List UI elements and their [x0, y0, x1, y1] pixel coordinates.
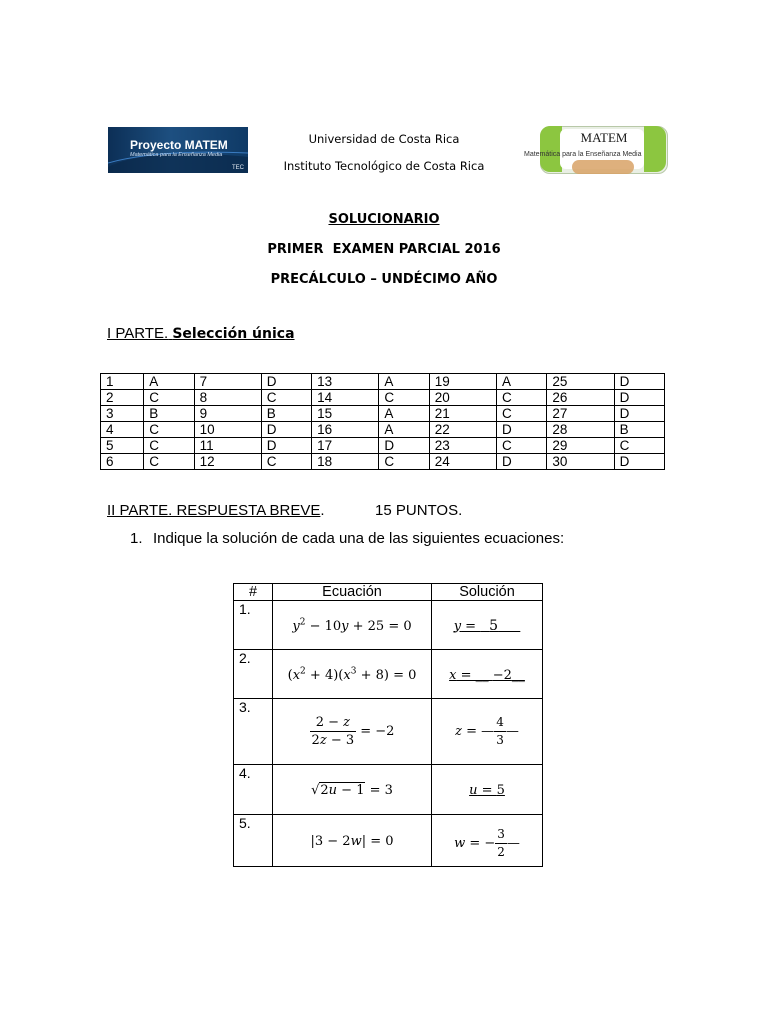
- equation-row: [234, 650, 543, 699]
- answer-letter-cell: D: [614, 374, 664, 390]
- solution-2: x = __ −2__: [432, 650, 543, 699]
- question-number-cell: 21: [429, 406, 496, 422]
- question-number-cell: 28: [547, 422, 614, 438]
- question-number: 1.: [130, 530, 143, 547]
- equation-row: [234, 699, 543, 765]
- answer-letter-cell: C: [144, 454, 194, 470]
- answer-letter-cell: B: [144, 406, 194, 422]
- answer-row: [101, 454, 665, 470]
- institute-name: Instituto Tecnológico de Costa Rica: [283, 159, 485, 173]
- question-number-cell: 10: [194, 422, 261, 438]
- answer-letter-cell: C: [379, 454, 429, 470]
- question-number-cell: 26: [547, 390, 614, 406]
- header-number: #: [234, 584, 273, 601]
- matem-logo: [524, 126, 670, 176]
- university-name: Universidad de Costa Rica: [308, 132, 460, 146]
- solution-5-denominator: 2: [497, 845, 505, 859]
- question-number-cell: 4: [101, 422, 144, 438]
- answer-row: [101, 406, 665, 422]
- answer-letter-cell: D: [614, 406, 664, 422]
- question-number-cell: 19: [429, 374, 496, 390]
- answer-letter-cell: A: [496, 374, 546, 390]
- solution-5: w = − $\frac{3}{2}$ —: [432, 815, 543, 867]
- equation-5: |3 − 2w| = 0: [273, 815, 432, 867]
- answer-letter-cell: C: [496, 438, 546, 454]
- answer-letter-cell: D: [496, 454, 546, 470]
- logo-left-title: Proyecto MATEM: [130, 138, 228, 152]
- equations-header-row: [234, 584, 543, 601]
- part2-points: 15 PUNTOS.: [375, 502, 463, 519]
- answers-table: [100, 373, 665, 470]
- equation-2: $(x^2 + 4)(x^3 + 8) = 0$: [273, 650, 432, 699]
- logo-right-subtitle: Matemática para la Enseñanza Media: [524, 151, 642, 158]
- answer-letter-cell: D: [261, 374, 311, 390]
- answer-letter-cell: D: [379, 438, 429, 454]
- question-number-cell: 22: [429, 422, 496, 438]
- equation-3: $\frac{2 - z}{2z - 3}$ = −2: [273, 699, 432, 765]
- question-number-cell: 29: [547, 438, 614, 454]
- hands-icon: [572, 160, 634, 174]
- answer-letter-cell: C: [379, 390, 429, 406]
- equation-1: $y^2 - 10y + 25 = 0$: [273, 601, 432, 650]
- answer-letter-cell: C: [144, 390, 194, 406]
- header-solution: Solución: [432, 584, 543, 601]
- part1-prefix: I PARTE.: [107, 325, 169, 342]
- question-number-cell: 30: [547, 454, 614, 470]
- solution-3-denominator: 3: [496, 733, 504, 747]
- equation-row: [234, 815, 543, 867]
- logo-right-title: MATEM: [580, 130, 628, 145]
- equations-table: [233, 583, 543, 867]
- solution-2-value: −2: [492, 667, 512, 683]
- logo-left-tag: TEC: [232, 165, 244, 171]
- question-number-cell: 1: [101, 374, 144, 390]
- answer-row: [101, 438, 665, 454]
- equation-4: √2u − 1 = 3: [273, 765, 432, 815]
- part2-title: II PARTE. RESPUESTA BREVE: [107, 502, 321, 519]
- question-number-cell: 13: [312, 374, 379, 390]
- question-number-cell: 6: [101, 454, 144, 470]
- answer-letter-cell: C: [261, 454, 311, 470]
- question-text: Indique la solución de cada una de las siguientes ecuaciones:: [153, 530, 565, 547]
- row-number: 3.: [234, 699, 273, 765]
- question-number-cell: 25: [547, 374, 614, 390]
- question-number-cell: 17: [312, 438, 379, 454]
- answer-letter-cell: C: [144, 438, 194, 454]
- question-number-cell: 27: [547, 406, 614, 422]
- answer-letter-cell: D: [261, 422, 311, 438]
- row-number: 4.: [234, 765, 273, 815]
- part1-title: Selección única: [172, 326, 295, 342]
- question-number-cell: 14: [312, 390, 379, 406]
- solution-4: u = 5: [432, 765, 543, 815]
- question-number-cell: 9: [194, 406, 261, 422]
- answer-letter-cell: C: [614, 438, 664, 454]
- answer-row: [101, 390, 665, 406]
- question-number-cell: 15: [312, 406, 379, 422]
- solution-4-value: 5: [496, 783, 505, 798]
- answer-letter-cell: D: [614, 454, 664, 470]
- answer-letter-cell: B: [614, 422, 664, 438]
- answer-letter-cell: D: [614, 390, 664, 406]
- row-number: 2.: [234, 650, 273, 699]
- solution-3: z = — $\frac{4}{3}$ —: [432, 699, 543, 765]
- answer-letter-cell: C: [496, 406, 546, 422]
- question-number-cell: 23: [429, 438, 496, 454]
- row-number: 1.: [234, 601, 273, 650]
- answer-row: [101, 422, 665, 438]
- question-number-cell: 8: [194, 390, 261, 406]
- solution-1: y = 5: [432, 601, 543, 650]
- question-number-cell: 18: [312, 454, 379, 470]
- answer-letter-cell: D: [261, 438, 311, 454]
- answer-letter-cell: A: [379, 422, 429, 438]
- answer-letter-cell: A: [144, 374, 194, 390]
- answer-letter-cell: D: [496, 422, 546, 438]
- solution-3-numerator: 4: [494, 714, 506, 732]
- question-number-cell: 2: [101, 390, 144, 406]
- answer-letter-cell: C: [144, 422, 194, 438]
- title-exam: PRIMER EXAMEN PARCIAL 2016: [267, 242, 501, 257]
- answer-letter-cell: B: [261, 406, 311, 422]
- title-course: PRECÁLCULO – UNDÉCIMO AÑO: [270, 272, 498, 287]
- header-equation: Ecuación: [273, 584, 432, 601]
- question-number-cell: 3: [101, 406, 144, 422]
- equation-row: [234, 765, 543, 815]
- question-number-cell: 12: [194, 454, 261, 470]
- answer-row: [101, 374, 665, 390]
- answer-letter-cell: C: [261, 390, 311, 406]
- question-number-cell: 16: [312, 422, 379, 438]
- answer-letter-cell: A: [379, 406, 429, 422]
- solution-5-numerator: 3: [495, 826, 507, 844]
- question-number-cell: 11: [194, 438, 261, 454]
- question-number-cell: 7: [194, 374, 261, 390]
- row-number: 5.: [234, 815, 273, 867]
- question-number-cell: 5: [101, 438, 144, 454]
- answer-letter-cell: C: [496, 390, 546, 406]
- part2-period: .: [320, 502, 325, 519]
- question-number-cell: 24: [429, 454, 496, 470]
- equation-row: [234, 601, 543, 650]
- part1-heading: [107, 325, 295, 342]
- part2-heading: [107, 502, 325, 519]
- question-number-cell: 20: [429, 390, 496, 406]
- answer-letter-cell: A: [379, 374, 429, 390]
- logo-left-subtitle: Matemática para la Enseñanza Media: [130, 152, 223, 158]
- solution-1-value: 5: [489, 617, 499, 634]
- title-solucionario: SOLUCIONARIO: [328, 212, 440, 227]
